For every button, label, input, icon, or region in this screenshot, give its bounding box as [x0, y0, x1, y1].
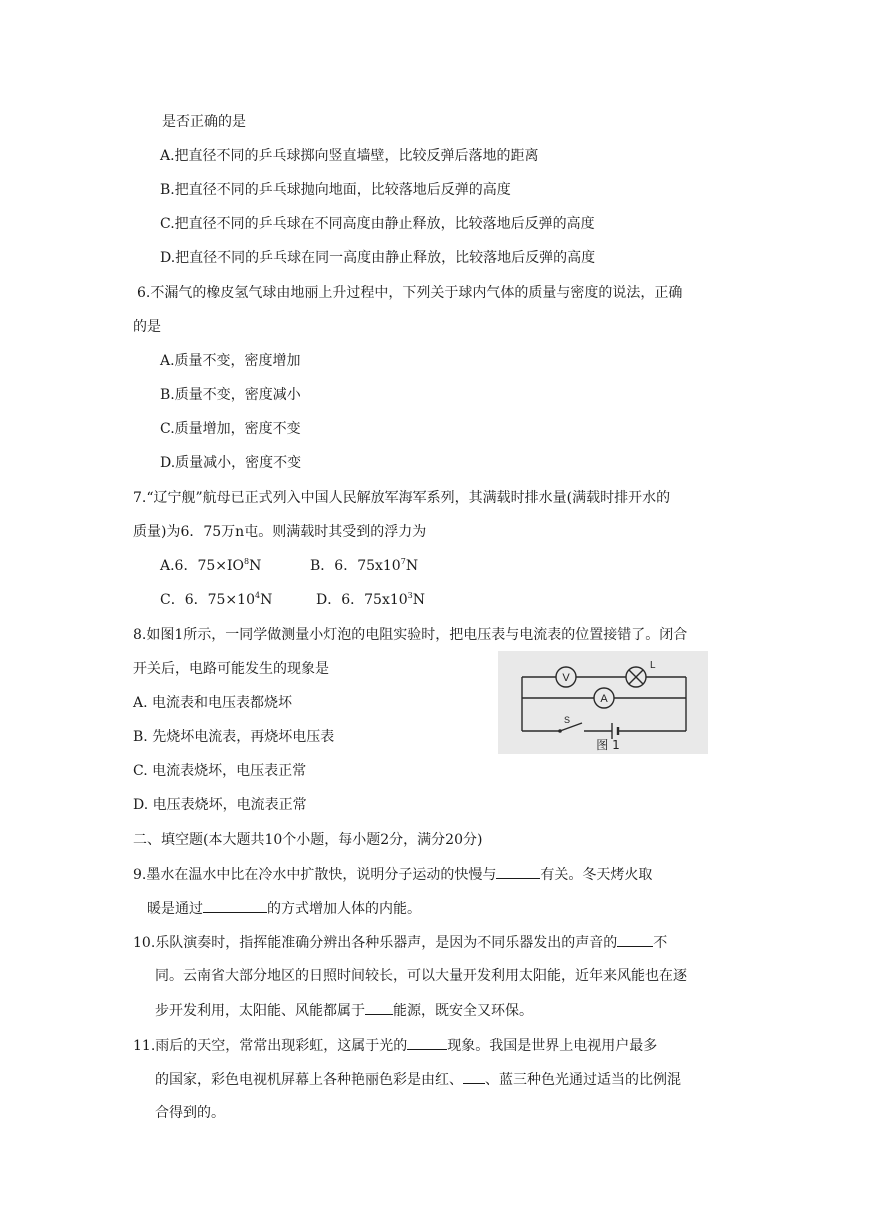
- ammeter-label: A: [600, 693, 608, 705]
- q8-option-b: B. 先烧坏电流表，再烧坏电压表: [133, 729, 335, 745]
- circuit-figure: [498, 651, 708, 754]
- q10-line2: 同。云南省大部分地区的日照时间较长，可以大量开发利用太阳能，近年来风能也在逐: [155, 968, 687, 984]
- section2-heading: 二、填空题(本大题共10个小题，每小题2分，满分20分): [133, 832, 483, 848]
- q8-option-d: D. 电压表烧坏，电流表正常: [133, 797, 307, 813]
- lamp-label: L: [650, 660, 656, 671]
- circuit-diagram: [498, 651, 708, 754]
- q8-option-a: A. 电流表和电压表都烧坏: [133, 695, 293, 711]
- q5-option-c: C.把直径不同的乒乓球在不同高度由静止释放，比较落地后反弹的高度: [160, 216, 595, 232]
- q11-blank-1: [407, 1035, 447, 1050]
- q10-line1: 10.乐队演奏时，指挥能准确分辨出各种乐器声，是因为不同乐器发出的声音的 不: [133, 932, 667, 953]
- q11-line1: 11.雨后的天空，常常出现彩虹，这属于光的 现象。我国是世界上电视用户最多: [133, 1035, 657, 1056]
- q6-stem-line2: 的是: [133, 319, 161, 335]
- q7-option-a: A.6．$75\times IO^8N$: [160, 557, 262, 574]
- q9-blank-1: [496, 864, 540, 879]
- q6-stem-line1: 6.不漏气的橡皮氢气球由地丽上升过程中，下列关于球内气体的质量与密度的说法，正确: [137, 285, 683, 301]
- q8-stem-line2: 开关后，电路可能发生的现象是: [133, 661, 329, 677]
- q9-line1: 9.墨水在温水中比在冷水中扩散快，说明分子运动的快慢与 有关。冬天烤火取: [133, 864, 652, 885]
- q5-option-d: D.把直径不同的乒乓球在同一高度由静止释放，比较落地后反弹的高度: [160, 250, 596, 266]
- figure-caption: 图 1: [596, 738, 620, 752]
- q10-blank-1: [617, 932, 653, 947]
- q9-line2: 暖是通过 的方式增加人体的内能。: [147, 898, 421, 919]
- switch-label: S: [564, 715, 571, 725]
- q5-stem-continuation: 是否正确的是: [162, 114, 246, 130]
- q6-option-c: C.质量增加，密度不变: [160, 421, 301, 437]
- q6-option-d: D.质量减小，密度不变: [160, 455, 302, 471]
- q9-blank-2: [203, 898, 267, 913]
- q5-option-b: B.把直径不同的乒乓球抛向地面，比较落地后反弹的高度: [160, 182, 511, 198]
- q7-option-d: D．6．$75x10^3N$: [316, 591, 425, 608]
- q10-blank-2: [365, 1000, 393, 1015]
- q7-stem-line1: 7.“辽宁舰”航母已正式列入中国人民解放军海军系列，其满载时排水量(满载时排开水的: [133, 490, 671, 506]
- q11-blank-2: [463, 1069, 485, 1084]
- voltmeter-label: V: [562, 672, 570, 684]
- q8-option-c: C. 电流表烧坏，电压表正常: [133, 763, 307, 779]
- q7-stem-line2: 质量)为6．75万n屯。则满载时其受到的浮力为: [133, 524, 427, 540]
- q7-option-b: B．6．$75x10^7N$: [310, 557, 419, 574]
- q5-option-a: A.把直径不同的乒乓球掷向竖直墙壁，比较反弹后落地的距离: [160, 148, 539, 164]
- q8-stem-line1: 8.如图1所示，一同学做测量小灯泡的电阻实验时，把电压表与电流表的位置接错了。闭合: [133, 627, 688, 643]
- q11-line3: 合得到的。: [155, 1105, 225, 1121]
- q6-option-b: B.质量不变，密度减小: [160, 387, 301, 403]
- q11-line2: 的国家，彩色电视机屏幕上各种艳丽色彩是由红、 、蓝三种色光通过适当的比例混: [155, 1069, 681, 1090]
- switch-pivot: [558, 729, 562, 733]
- q6-option-a: A.质量不变，密度增加: [160, 353, 301, 369]
- q10-line3: 步开发利用，太阳能、风能都属于 能源，既安全又环保。: [155, 1000, 533, 1021]
- q7-option-c: C．6．$75\times 10^4N$: [160, 591, 273, 608]
